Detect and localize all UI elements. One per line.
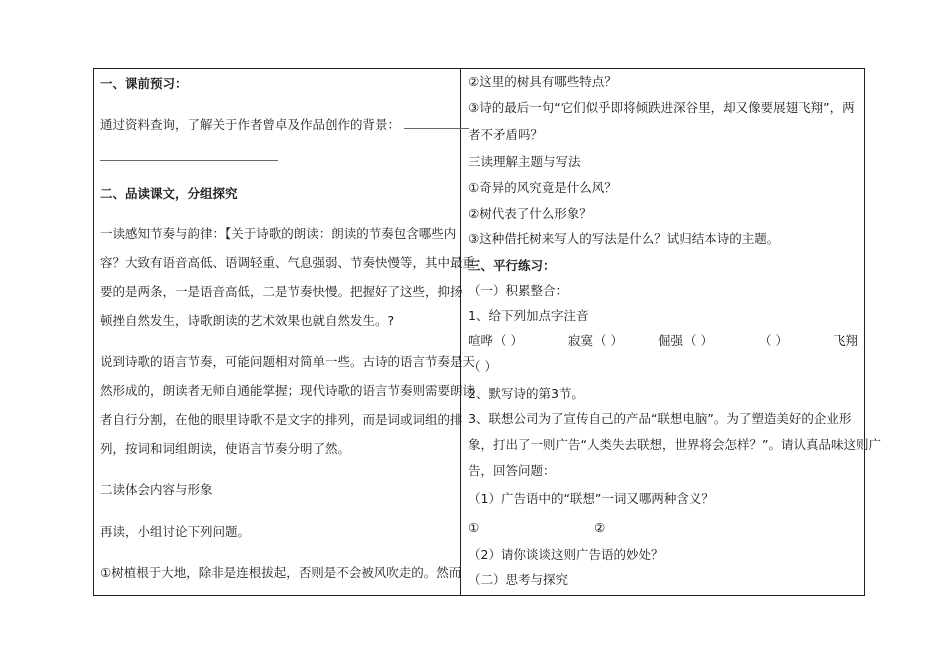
question-line: ①奇异的风究竟是什么风？ [468, 180, 617, 195]
pinyin-blank[interactable]: （ ） [468, 359, 497, 374]
exercise-item: 2、默写诗的第3节。 [468, 386, 584, 401]
subsection-title: （二）思考与探究 [468, 572, 569, 587]
answer-marker: ① [468, 520, 480, 535]
question-line: （1）广告语中的“联想”一词又哪两种含义？ [468, 491, 714, 506]
exercise-item: 象，打出了一则广告“人类失去联想，世界将会怎样？”。请认真品味这则广 [468, 437, 881, 452]
section-2-heading: 二、品读课文，分组探究 [100, 186, 238, 201]
instruction-line: 再读，小组讨论下列问题。 [100, 524, 251, 539]
paragraph-line: 然形成的，朗读者无师自通能掌握；现代诗歌的语言节奏则需要朗读 [100, 383, 476, 398]
pinyin-blank[interactable]: （ ） [684, 333, 713, 348]
pinyin-blank[interactable]: （ ） [594, 333, 623, 348]
subsection-title: 二读体会内容与形象 [100, 482, 213, 497]
paragraph-line: 说到诗歌的语言节奏，可能问题相对简单一些。古诗的语言节奏是天 [100, 354, 476, 369]
paragraph-line: 要的是两条，一是语音高低，二是节奏快慢。把握好了这些，抑扬 [100, 284, 463, 299]
pinyin-word: 倔强 [658, 333, 684, 348]
left-column [93, 68, 476, 596]
exercise-item: 3、联想公司为了宣传自己的产品“联想电脑”。为了塑造美好的企业形 [468, 411, 852, 426]
answer-blank-line[interactable] [100, 148, 278, 165]
exercise-item: 告，回答问题： [468, 463, 556, 478]
section-3-heading: 三、平行练习： [468, 258, 556, 273]
subsection-title: （一）积累整合： [468, 283, 569, 298]
paragraph-line: 者自行分割，在他的眼里诗歌不是文字的排列，而是词或词组的排 [100, 412, 463, 427]
preview-prompt [100, 116, 469, 133]
pinyin-blank[interactable]: （ ） [759, 333, 788, 348]
pinyin-blank[interactable]: （ ） [494, 333, 523, 348]
question-line: 者不矛盾吗？ [468, 127, 544, 142]
question-line: ③诗的最后一句“它们似乎即将倾跌进深谷里，却又像要展翅飞翔”，两 [468, 100, 855, 115]
question-line: ①树植根于大地，除非是连根拔起，否则是不会被风吹走的。然而 [100, 565, 462, 580]
question-line: ③这种借托树来写人的写法是什么？试归结本诗的主题。 [468, 231, 780, 246]
question-line: （2）请你谈谈这则广告语的妙处？ [468, 547, 664, 562]
preview-prompt-text: 通过资料查询，了解关于作者曾卓及作品创作的背景： [100, 117, 401, 132]
section-1-heading: 一、课前预习： [100, 76, 188, 91]
paragraph-line: 一读感知节奏与韵律：【关于诗歌的朗读：朗读的节奏包含哪些内 [100, 226, 457, 241]
answer-marker: ② [594, 520, 606, 535]
subsection-title: 三读理解主题与写法 [468, 154, 581, 169]
paragraph-line: 顿挫自然发生，诗歌朗读的艺术效果也就自然发生。? [100, 313, 395, 328]
paragraph-line: 容？大致有语音高低、语调轻重、气息强弱、节奏快慢等，其中最重 [100, 255, 476, 270]
question-line: ②这里的树具有哪些特点？ [468, 74, 617, 89]
right-column [461, 68, 881, 596]
paragraph-line: 列，按词和词组朗读，使语言节奏分明了然。 [100, 441, 351, 456]
pinyin-word: 寂寞 [568, 333, 594, 348]
exercise-item: 1、给下列加点字注音 [468, 308, 589, 323]
question-line: ②树代表了什么形象？ [468, 206, 592, 221]
pinyin-word: 喧哗 [468, 333, 494, 348]
pinyin-word: 飞翔 [833, 333, 859, 348]
answer-blank[interactable] [404, 116, 469, 129]
